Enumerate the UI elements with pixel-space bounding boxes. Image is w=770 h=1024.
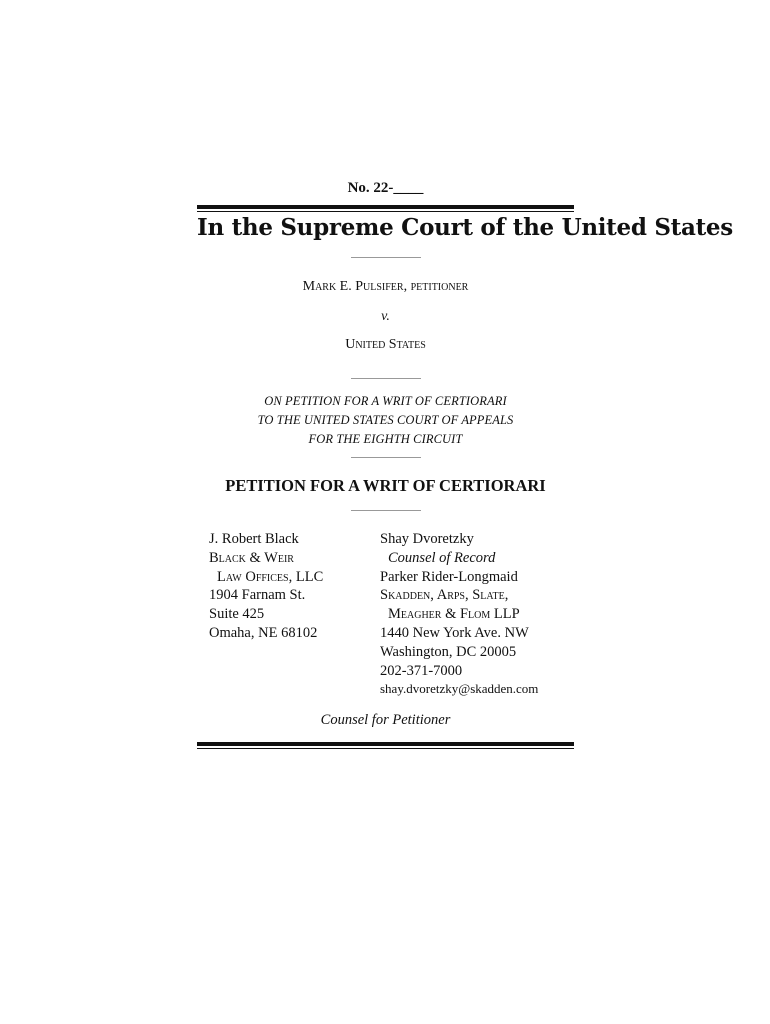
street-address: 1440 New York Ave. NW <box>380 624 529 641</box>
divider <box>351 257 421 258</box>
top-rule-thick <box>197 205 574 209</box>
counsel-name: J. Robert Black <box>209 531 299 547</box>
versus: v. <box>381 309 390 324</box>
street-address: 1904 Farnam St. <box>209 587 306 604</box>
top-rule-thin <box>197 211 574 212</box>
city-state-zip: Washington, DC 20005 <box>380 643 517 660</box>
firm-name-cont: Law Offices, LLC <box>217 568 324 585</box>
divider <box>351 378 421 379</box>
document-title: PETITION FOR A WRIT OF CERTIORARI <box>225 476 546 495</box>
associate-name: Parker Rider-Longmaid <box>380 568 518 585</box>
counsel-name: Shay Dvoretzky <box>380 531 474 547</box>
email-address: shay.dvoretzky@skadden.com <box>380 681 539 697</box>
divider <box>351 457 421 458</box>
court-title: In the Supreme Court of the United States <box>197 214 733 241</box>
suite: Suite 425 <box>209 606 265 623</box>
counsel-for-label: Counsel for Petitioner <box>320 712 451 728</box>
phone-number: 202-371-7000 <box>380 662 463 679</box>
case-number: No. 22-____ <box>347 180 424 196</box>
right-counsel-block <box>380 530 538 699</box>
petitioner-name: Mark E. Pulsifer, petitioner <box>302 279 469 294</box>
city-state-zip: Omaha, NE 68102 <box>209 624 318 641</box>
cover-page <box>197 0 733 1024</box>
firm-name: Skadden, Arps, Slate, <box>380 587 509 604</box>
petition-line: FOR THE EIGHTH CIRCUIT <box>308 432 463 446</box>
petition-line: ON PETITION FOR A WRIT OF CERTIORARI <box>264 394 507 408</box>
divider <box>351 510 421 511</box>
bottom-rule-thin <box>197 748 574 749</box>
bottom-rule-thick <box>197 742 574 746</box>
counsel-role: Counsel of Record <box>388 549 496 566</box>
left-counsel-block <box>209 530 323 643</box>
firm-name: Black & Weir <box>209 549 294 566</box>
petition-line: TO THE UNITED STATES COURT OF APPEALS <box>257 413 514 427</box>
respondent-name: United States <box>345 337 426 352</box>
firm-name-cont: Meagher & Flom LLP <box>388 606 520 623</box>
